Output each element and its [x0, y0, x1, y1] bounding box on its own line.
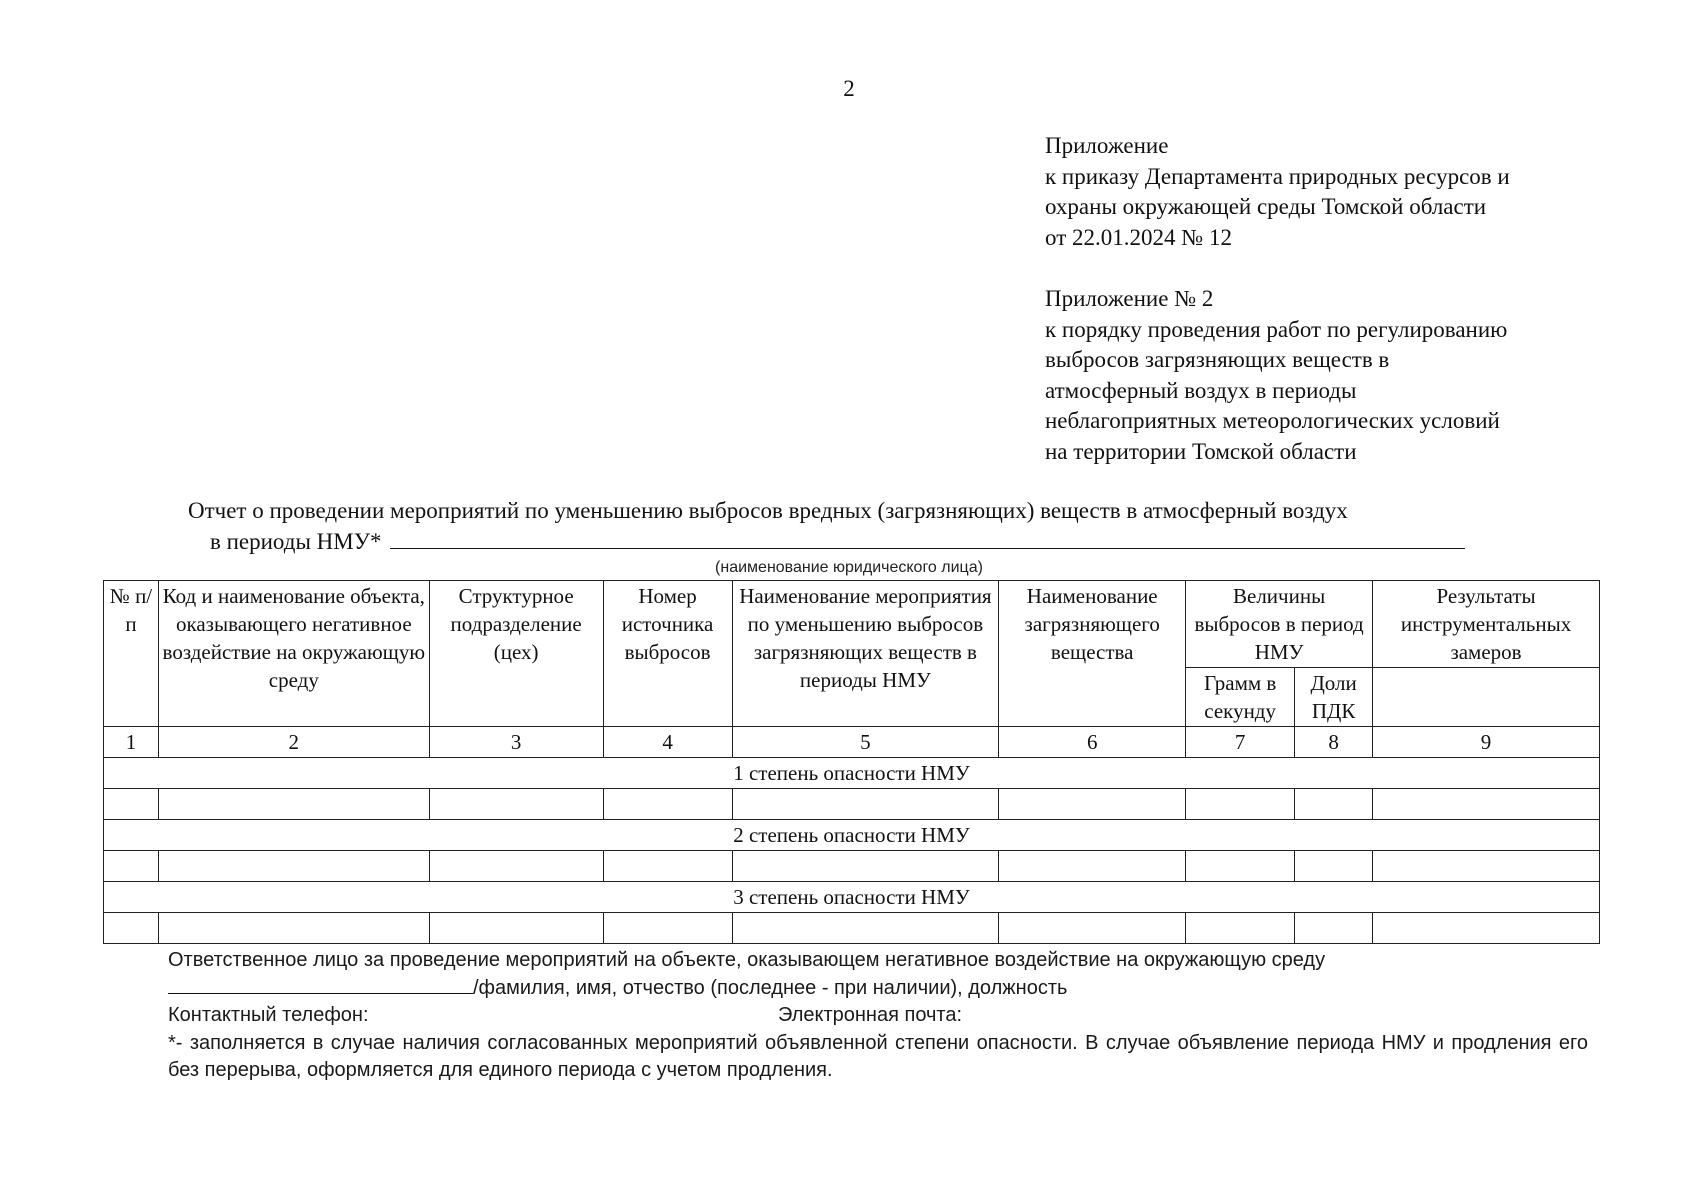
section-label: 2 степень опасности НМУ	[104, 820, 1600, 851]
signature-blank[interactable]	[168, 975, 473, 994]
signature-caption: /фамилия, имя, отчество (последнее - при наличии), должность	[473, 976, 1068, 999]
column-number: 6	[999, 727, 1186, 758]
table-cell[interactable]	[158, 789, 429, 820]
table-cell[interactable]	[999, 789, 1186, 820]
table-cell[interactable]	[603, 789, 732, 820]
table-cell[interactable]	[732, 913, 999, 944]
report-table	[103, 580, 1600, 944]
table-cell[interactable]	[999, 851, 1186, 882]
header-substance: Наименование загрязняющего вещества	[999, 581, 1186, 727]
header-source: Номер источника выбросов	[603, 581, 732, 727]
appendix-1-line: к приказу Департамента природных ресурсов и	[1045, 163, 1510, 189]
report-subtitle	[210, 526, 1465, 556]
header-num: № п/п	[104, 581, 159, 727]
header-row	[104, 581, 1600, 668]
appendix-2-line: атмосферный воздух в периоды	[1045, 377, 1357, 403]
table-cell[interactable]	[158, 851, 429, 882]
header-grams: Грамм в секунду	[1186, 668, 1295, 727]
appendix-2-line: Приложение № 2	[1045, 286, 1214, 311]
table-cell[interactable]	[1373, 913, 1600, 944]
report-subtitle-text: в периоды НМУ*	[210, 529, 382, 554]
column-number-row	[104, 727, 1600, 758]
appendix-1-line: от 22.01.2024 № 12	[1045, 224, 1232, 250]
column-number: 3	[429, 727, 603, 758]
table-cell[interactable]	[429, 851, 603, 882]
column-number: 2	[158, 727, 429, 758]
header-results: Результаты инструментальных замеров	[1373, 581, 1600, 668]
table-cell[interactable]	[1295, 851, 1373, 882]
entity-name-blank	[390, 526, 1465, 549]
table-cell[interactable]	[104, 851, 159, 882]
table-row	[104, 789, 1600, 820]
table-cell[interactable]	[1295, 913, 1373, 944]
section-row	[104, 820, 1600, 851]
phone-label: Контактный телефон:	[168, 1004, 369, 1026]
column-number: 7	[1186, 727, 1295, 758]
header-results-empty	[1373, 668, 1600, 727]
section-row	[104, 882, 1600, 913]
appendix-2-block	[1045, 284, 1605, 467]
responsible-text: Ответственное лицо за проведение мероприятий на объекте, оказывающем негативное воздействие на окружающую среду	[168, 949, 1326, 971]
column-number: 1	[104, 727, 159, 758]
section-label: 1 степень опасности НМУ	[104, 758, 1600, 789]
column-number: 8	[1295, 727, 1373, 758]
table-row	[104, 913, 1600, 944]
header-measure: Наименование мероприятия по уменьшению выбросов загрязняющих веществ в периоды НМУ	[732, 581, 999, 727]
table-cell[interactable]	[1295, 789, 1373, 820]
table-cell[interactable]	[1186, 851, 1295, 882]
footnote: *- заполняется в случае наличия согласованных мероприятий объявленной степени опасности. В случае объявление периода НМУ и продления его без перерыва, оформляется для единого периода с учетом продления.	[168, 1031, 1588, 1081]
table-cell[interactable]	[158, 913, 429, 944]
header-subdivision: Структурное подразделение (цех)	[429, 581, 603, 727]
email-label: Электронная почта:	[778, 1004, 963, 1026]
column-number: 4	[603, 727, 732, 758]
table-cell[interactable]	[1186, 789, 1295, 820]
table-row	[104, 851, 1600, 882]
appendix-1-block	[1045, 131, 1605, 253]
table-cell[interactable]	[603, 851, 732, 882]
appendix-2-line: неблагоприятных метеорологических условий	[1045, 408, 1500, 433]
column-number: 5	[732, 727, 999, 758]
table-cell[interactable]	[1373, 851, 1600, 882]
header-object: Код и наименование объекта, оказывающего негативное воздействие на окружающую среду	[158, 581, 429, 727]
table-cell[interactable]	[1373, 789, 1600, 820]
entity-caption: (наименование юридического лица)	[715, 559, 983, 576]
table-cell[interactable]	[104, 789, 159, 820]
appendix-2-line: на территории Томской области	[1045, 438, 1357, 464]
table-cell[interactable]	[104, 913, 159, 944]
table-cell[interactable]	[429, 913, 603, 944]
appendix-2-line: выбросов загрязняющих веществ в	[1045, 347, 1390, 372]
section-row	[104, 758, 1600, 789]
table-cell[interactable]	[429, 789, 603, 820]
appendix-1-line: охраны окружающей среды Томской области	[1045, 194, 1487, 219]
table-cell[interactable]	[999, 913, 1186, 944]
report-title: Отчет о проведении мероприятий по уменьшению выбросов вредных (загрязняющих) веществ в атмосферный воздух	[188, 498, 1348, 523]
appendix-1-line: Приложение	[1045, 133, 1169, 158]
contacts-row	[168, 1002, 1588, 1030]
column-number: 9	[1373, 727, 1600, 758]
header-pdk: Доли ПДК	[1295, 668, 1373, 727]
page-number: 2	[843, 76, 855, 101]
table-cell[interactable]	[732, 851, 999, 882]
footer	[168, 947, 1588, 1085]
table-cell[interactable]	[603, 913, 732, 944]
table-cell[interactable]	[732, 789, 999, 820]
table-cell[interactable]	[1186, 913, 1295, 944]
signature-line	[168, 975, 1588, 1003]
appendix-2-line: к порядку проведения работ по регулированию	[1045, 316, 1508, 342]
section-label: 3 степень опасности НМУ	[104, 882, 1600, 913]
header-emissions: Величины выбросов в период НМУ	[1186, 581, 1373, 668]
